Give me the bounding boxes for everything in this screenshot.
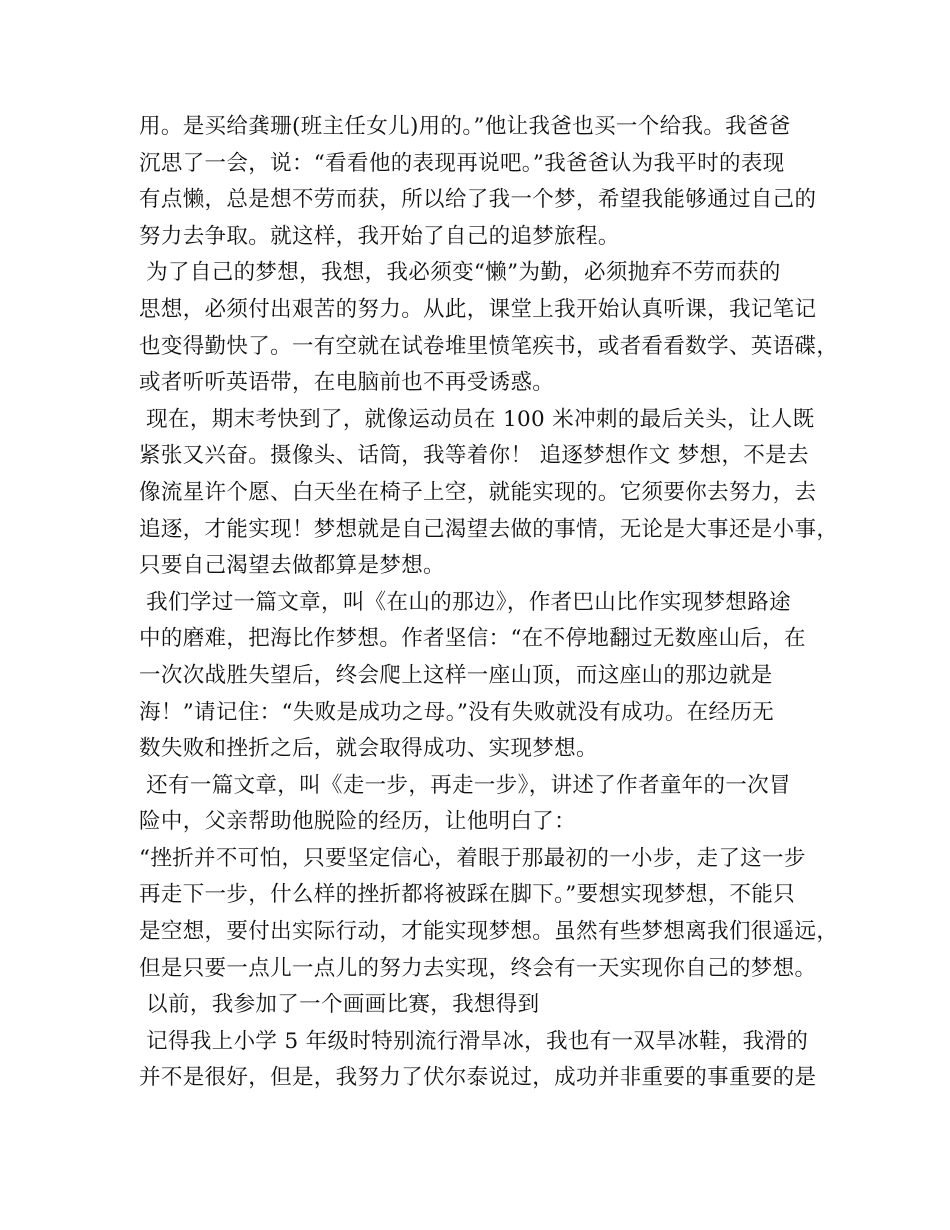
text-line: 我们学过一篇文章，叫《在山的那边》，作者巴山比作实现梦想路途 bbox=[139, 589, 791, 615]
text-line: 还有一篇文章，叫《走一步，再走一步》，讲述了作者童年的一次冒 bbox=[139, 772, 791, 798]
text-line: 像流星许个愿、白天坐在椅子上空，就能实现的。它须要你去努力，去 bbox=[139, 479, 817, 505]
text-line: 是空想，要付出实际行动，才能实现梦想。虽然有些梦想离我们很遥远， bbox=[139, 919, 839, 945]
text-line: 一次次战胜失望后，终会爬上这样一座山顶，而这座山的那边就是 bbox=[139, 662, 773, 688]
text-line: 记得我上小学 5 年级时特别流行滑旱冰，我也有一双旱冰鞋，我滑的 bbox=[139, 1028, 809, 1054]
text-line: 紧张又兴奋。摄像头、话筒，我等着你！ 追逐梦想作文 梦想，不是去 bbox=[139, 443, 809, 469]
text-line: 现在，期末考快到了，就像运动员在 100 米冲刺的最后关头，让人既 bbox=[139, 406, 815, 432]
text-line: 海！”请记住：“失败是成功之母。”没有失败就没有成功。在经历无 bbox=[139, 699, 775, 725]
text-line: 再走下一步，什么样的挫折都将被踩在脚下。”要想实现梦想，不能只 bbox=[139, 882, 796, 908]
text-line: 思想，必须付出艰苦的努力。从此，课堂上我开始认真听课，我记笔记 bbox=[139, 296, 817, 322]
text-line: 沉思了一会，说：“看看他的表现再说吧。”我爸爸认为我平时的表现 bbox=[139, 150, 785, 176]
text-line: 为了自己的梦想，我想，我必须变“懒”为勤，必须抛弃不劳而获的 bbox=[139, 260, 781, 286]
text-line: 努力去争取。就这样，我开始了自己的追梦旅程。 bbox=[139, 223, 620, 249]
document-text bbox=[139, 109, 839, 1097]
text-line: 但是只要一点儿一点儿的努力去实现，终会有一天实现你自己的梦想。 bbox=[139, 955, 817, 981]
text-line: 数失败和挫折之后，就会取得成功、实现梦想。 bbox=[139, 736, 598, 762]
text-line: 或者听听英语带，在电脑前也不再受诱惑。 bbox=[139, 370, 555, 396]
text-line: 只要自己渴望去做都算是梦想。 bbox=[139, 553, 445, 579]
text-line: 险中，父亲帮助他脱险的经历，让他明白了： bbox=[139, 809, 577, 835]
text-line: 追逐，才能实现！梦想就是自己渴望去做的事情，无论是大事还是小事， bbox=[139, 516, 839, 542]
text-line: 并不是很好，但是，我努力了伏尔泰说过，成功并非重要的事重要的是 bbox=[139, 1065, 817, 1091]
text-line: 中的磨难，把海比作梦想。作者坚信：“在不停地翻过无数座山后，在 bbox=[139, 626, 806, 652]
text-line: 用。是买给龚珊(班主任女儿)用的。”他让我爸也买一个给我。我爸爸 bbox=[139, 114, 791, 139]
text-line: 以前，我参加了一个画画比赛，我想得到 bbox=[139, 992, 540, 1018]
text-line: “挫折并不可怕，只要坚定信心，着眼于那最初的一小步，走了这一步 bbox=[139, 845, 806, 871]
text-line: 有点懒，总是想不劳而获，所以给了我一个梦，希望我能够通过自己的 bbox=[139, 187, 817, 213]
text-line: 也变得勤快了。一有空就在试卷堆里愤笔疾书，或者看看数学、英语碟， bbox=[139, 333, 839, 359]
